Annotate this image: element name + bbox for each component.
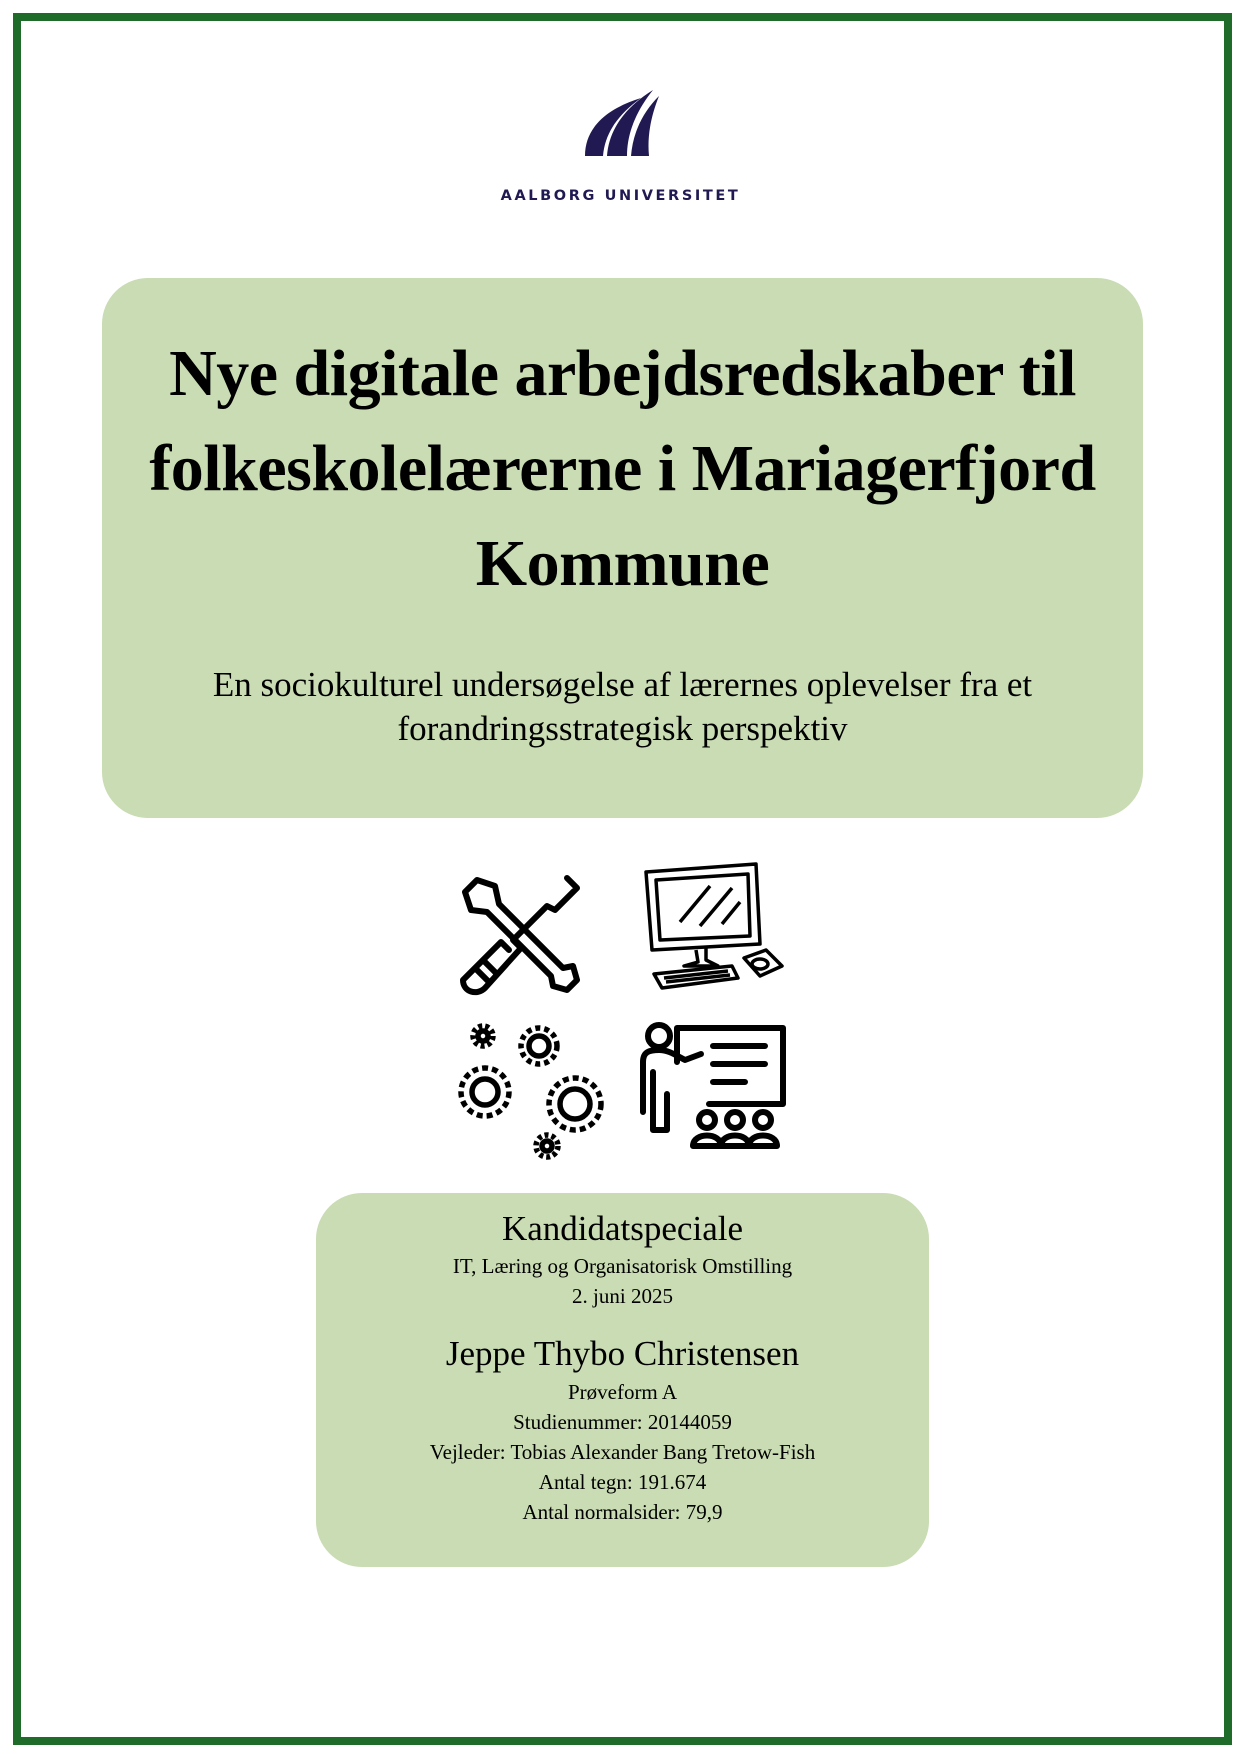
- document-subtitle: En sociokulturel undersøgelse af lærernes oplevelser fra et forandringsstrategisk perspektiv: [212, 665, 1033, 748]
- gears-icon: [455, 1020, 615, 1160]
- normal-page-count: Antal normalsider: 79,9: [522, 1500, 723, 1524]
- title-box: [102, 278, 1143, 818]
- document-title: Nye digitale arbejdsredskaber til folkeskolelærerne i Mariagerfjord Kommune: [149, 337, 1096, 600]
- degree-type: Kandidatspeciale: [501, 1209, 743, 1248]
- university-name: AALBORG UNIVERSITET: [500, 188, 741, 204]
- submission-date: 2. juni 2025: [572, 1284, 673, 1308]
- student-number: Studienummer: 20144059: [513, 1410, 732, 1434]
- program-name: IT, Læring og Organisatorisk Omstilling: [452, 1254, 793, 1278]
- author-name: Jeppe Thybo Christensen: [445, 1334, 800, 1373]
- teacher-presentation-icon: [637, 1022, 787, 1152]
- wrench-screwdriver-icon: [455, 870, 585, 1000]
- aau-wave-icon: [579, 86, 663, 164]
- info-box: [316, 1193, 929, 1567]
- illustration-group: [455, 862, 805, 1162]
- character-count: Antal tegn: 191.674: [538, 1470, 707, 1494]
- supervisor: Vejleder: Tobias Alexander Bang Tretow-Fish: [429, 1440, 816, 1464]
- university-logo: [0, 86, 1241, 204]
- computer-icon: [640, 862, 800, 1002]
- exam-form: Prøveform A: [567, 1380, 678, 1404]
